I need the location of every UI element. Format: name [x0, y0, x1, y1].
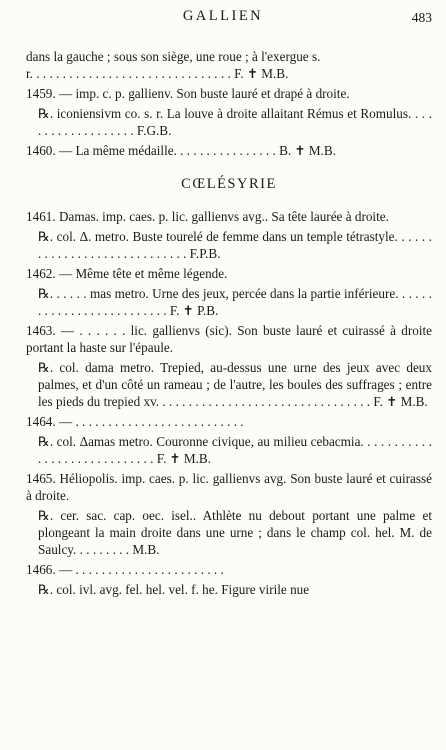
entry-1460: 1460. — La même médaille. . . . . . . . . . . . . . . . B. ✝ M.B.: [26, 143, 336, 158]
entry-continuation-line: dans la gauche ; sous son siège, une roue ; à l'exergue s.: [26, 49, 321, 64]
entry-1464-obverse: 1464. — . . . . . . . . . . . . . . . . . . . . . . . . . .: [26, 414, 244, 429]
catalogue-text: [26, 48, 432, 598]
running-title: GALLIEN: [182, 8, 264, 24]
running-head: [0, 8, 446, 30]
entry-1466-reverse: ℞. col. ivl. avg. fel. hel. vel. f. he. Figure virile nue: [38, 582, 310, 597]
entry-1459-obverse: 1459. — imp. c. p. gallienv. Son buste lauré et drapé à droite.: [26, 86, 350, 101]
section-heading: CŒLÉSYRIE: [181, 176, 277, 192]
entry-1466-obverse: 1466. — . . . . . . . . . . . . . . . . . . . . . . .: [26, 562, 224, 577]
entry-1459-reverse: ℞. iconiensivm co. s. r. La louve à droite allaitant Rémus et Romulus. . . . . . . . . . . . . . . . . . . F.G.B.: [38, 106, 432, 138]
entry-continuation-reference: r. . . . . . . . . . . . . . . . . . . . . . . . . . . . . . . F. ✝ M.B.: [26, 66, 289, 81]
entry-1465-obverse: 1465. Héliopolis. imp. caes. p. lic. gallienvs avg. Son buste lauré et cuirassé à droite.: [26, 471, 432, 503]
entry-1463-obverse: 1463. — . . . . . . lic. gallienvs (sic). Son buste lauré et cuirassé à droite portant la haste sur l'épaule.: [26, 323, 432, 355]
entry-1462-reverse: ℞. . . . . . mas metro. Urne des jeux, percée dans la partie inférieure. . . . . . . . . . . . . . . . . . . . . . . . . . F. ✝ P.B.: [38, 286, 432, 318]
entry-1465-reverse: ℞. cer. sac. cap. oec. isel.. Athlète nu debout portant une palme et plongeant la main droite dans une urne ; dans le champ col. hel. M. de Saulcy. . . . . . . . . M.B.: [38, 508, 432, 557]
entry-1462-obverse: 1462. — Même tête et même légende.: [26, 266, 228, 281]
entry-1461-obverse: 1461. Damas. imp. caes. p. lic. gallienvs avg.. Sa tête laurée à droite.: [26, 209, 389, 224]
entry-1461-reverse: ℞. col. Δ. metro. Buste tourelé de femme dans un temple tétrastyle. . . . . . . . . . . . . . . . . . . . . . . . . . . . . F.P.B.: [38, 229, 432, 261]
page-number: 483: [411, 10, 432, 25]
entry-1464-reverse: ℞. col. Δamas metro. Couronne civique, au milieu cebacmia. . . . . . . . . . . . . . . . . . . . . . . . . . . . . F. ✝ M.B.: [38, 434, 432, 466]
entry-1463-reverse: ℞. col. dama metro. Trepied, au-dessus une urne des jeux avec deux palmes, et d'un côté un rameau ; de l'autre, les boules des suffrages ; entre les pieds du trepied xv. . . . . . . . . . . . . . . . . . . . . . . . . . . . . . . . . F. ✝ M.B.: [38, 360, 432, 409]
